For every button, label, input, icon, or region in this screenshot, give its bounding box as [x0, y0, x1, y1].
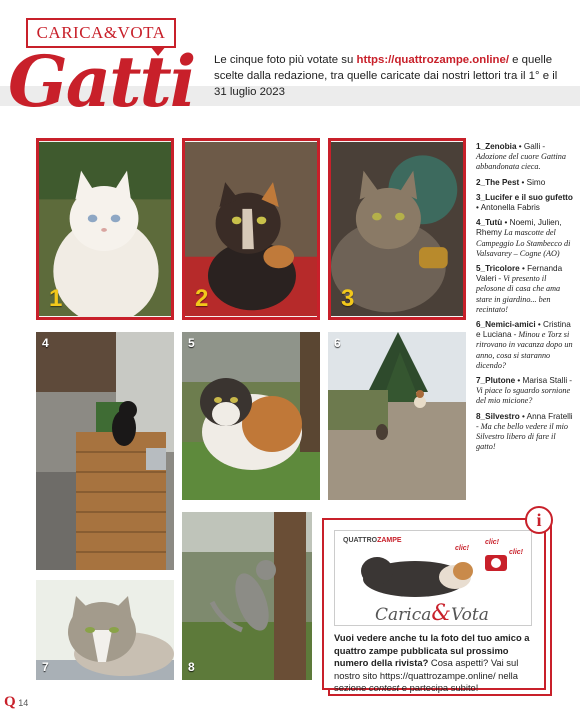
intro-tail: e quelle scelte dalla redazione, tra quelle caricate dai nostri lettori tra il 1° e il 31 luglio 2023: [214, 54, 558, 98]
caption-4: [476, 218, 574, 259]
photo-8: [182, 512, 312, 680]
banner-word-1: Carica: [375, 605, 432, 625]
caption-author: • Marisa Stalli: [515, 376, 568, 386]
magazine-logo: Q: [4, 694, 16, 710]
photo-4: [36, 332, 174, 570]
caption-1: [476, 142, 574, 173]
caption-name: 4_Tutù: [476, 218, 503, 228]
caption-name: 7_Plutone: [476, 376, 516, 386]
logo-part-1: QUATTRO: [343, 537, 378, 544]
photo-number: 3: [341, 285, 355, 312]
photo-number: 2: [195, 285, 209, 312]
caption-description: - Ma che bello vedere il mio Silvestro libero di fare il gatto!: [476, 421, 568, 452]
page-number: 14: [18, 698, 29, 708]
photo-7-image: [36, 580, 174, 680]
section-tag-label: CARICA&VOTA: [36, 23, 166, 42]
clic-label-2: clic!: [485, 539, 500, 546]
caption-7: [476, 376, 574, 407]
caption-description: - Minou e Torz si ritrovano in vacanza dopo un anno, cosa si staranno dicendo?: [476, 330, 573, 370]
contest-body-1: Cosa aspetti? Vai sul nostro sito https://quattrozampe.online/ nella sezione: [334, 657, 519, 694]
photo-5-image: [182, 332, 320, 500]
quattrozampe-logo: [343, 537, 402, 544]
caption-description: - Vi piace lo sguardo sornione del mio micione?: [476, 376, 572, 406]
caption-name: 3_Lucifer e il suo gufetto: [476, 192, 573, 202]
page-footer: [4, 694, 28, 711]
intro-url-link[interactable]: https://quattrozampe.online/: [356, 54, 509, 66]
caption-author: • Noemi, Julien, Rhemy: [476, 218, 562, 238]
page-title: Gatti: [8, 40, 195, 123]
caption-name: 1_Zenobia: [476, 142, 517, 151]
caption-name: 6_Nemici-amici: [476, 320, 536, 330]
contest-banner: [334, 530, 532, 626]
contest-body-2: e partecipa subito!: [399, 682, 479, 694]
banner-ampersand: &: [431, 601, 451, 626]
photo-2: [182, 138, 320, 320]
photo-number: 8: [188, 660, 195, 674]
caption-2: [476, 178, 574, 188]
caption-author: • Antonella Fabris: [476, 203, 540, 213]
intro-text: [214, 52, 569, 100]
contest-text: [334, 632, 538, 695]
clic-label-1: clic!: [455, 545, 470, 552]
caption-6: [476, 320, 574, 371]
photo-captions: [476, 142, 574, 457]
caption-author: • Cristina e Luciana: [476, 320, 571, 340]
caption-author: • Fernanda Valeri: [476, 264, 563, 284]
photo-number: 4: [42, 336, 49, 350]
photo-5: [182, 332, 320, 500]
caption-author: • Anna Fratelli: [519, 411, 573, 421]
intro-lead: Le cinque foto più votate su: [214, 54, 357, 66]
banner-title: [375, 601, 489, 626]
photo-8-image: [182, 512, 312, 680]
photo-6-image: [328, 332, 466, 500]
photo-3: [328, 138, 466, 320]
photo-1: [36, 138, 174, 320]
contest-section-name: contest: [368, 682, 400, 694]
caption-author: • Simo: [519, 177, 546, 187]
caption-name: 8_Silvestro: [476, 411, 520, 421]
banner-word-2: Vota: [450, 605, 489, 625]
photo-7: [36, 580, 174, 680]
logo-part-2: ZAMPE: [377, 537, 402, 544]
caption-name: 2_The Pest: [476, 177, 520, 187]
caption-description: - Adozione del cuore Gattina abbandonata cieca.: [476, 142, 566, 172]
photo-4-image: [36, 332, 174, 570]
photo-6: [328, 332, 466, 500]
clic-label-3: clic!: [509, 549, 524, 556]
caption-5: [476, 264, 574, 315]
photo-number: 7: [42, 660, 49, 674]
photo-number: 6: [334, 336, 341, 350]
caption-description: La mascotte del Campeggio Lo Stambecco di Valsavarey – Cogne (AO): [476, 228, 571, 258]
caption-name: 5_Tricolore: [476, 264, 520, 274]
contest-lead: Vuoi vedere anche tu la foto del tuo amico a quattro zampe pubblicata sul prossimo numero della rivista?: [334, 632, 530, 669]
photo-number: 1: [49, 285, 63, 312]
contest-infobox: [322, 518, 546, 694]
photo-number: 5: [188, 336, 195, 350]
caption-author: • Galli: [516, 142, 541, 151]
caption-3: [476, 193, 574, 213]
info-icon: i: [525, 506, 553, 534]
caption-description: - Vi presento il pelosone di casa che ama stare in giardino... ben recintato!: [476, 274, 561, 314]
caption-8: [476, 412, 574, 453]
